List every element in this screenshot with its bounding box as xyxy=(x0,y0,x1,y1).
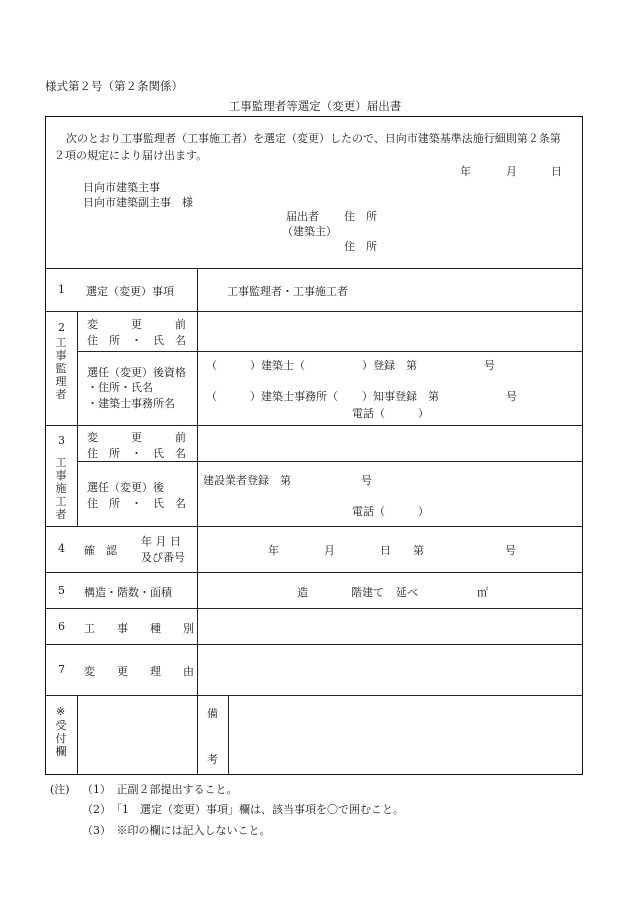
office-license-field: （ ）建築士事務所（ xyxy=(206,390,338,403)
divider xyxy=(46,526,582,527)
contractor-registration-field: 建設業者登録 第 xyxy=(203,474,291,487)
structure-unit: ㎡ xyxy=(477,586,488,599)
row-number: 6 xyxy=(58,620,65,633)
notes-prefix: (注) xyxy=(50,783,70,796)
note-3: （3） ※印の欄には記入しないこと。 xyxy=(82,824,271,837)
remarks-label-2: 考 xyxy=(207,753,218,766)
office-registration-field: ）知事登録 第 xyxy=(362,390,439,403)
architect-license-field: （ ）建築士（ xyxy=(206,359,305,372)
divider xyxy=(46,644,582,645)
intro-line-2: ２項の規定により届け出ます。 xyxy=(54,149,208,162)
structure-floors: 階建て xyxy=(351,586,384,599)
confirmation-label: 確 認 xyxy=(84,544,117,557)
structure-label: 構造・階数・面積 xyxy=(84,586,172,599)
column-divider xyxy=(77,425,78,526)
divider xyxy=(46,425,582,426)
addressee-deputy: 日向市建築副主事 様 xyxy=(83,196,193,209)
divider xyxy=(46,572,582,573)
row-number: 5 xyxy=(58,584,65,597)
divider xyxy=(46,695,582,696)
before-label-line1: 変 更 前 xyxy=(87,318,186,331)
reception-vertical-label: 受 付 欄 xyxy=(55,719,67,758)
applicant-name-label: 住 所 xyxy=(344,240,377,253)
remarks-label-1: 備 xyxy=(207,707,218,720)
divider xyxy=(46,268,582,269)
confirmation-dai: 第 xyxy=(413,544,424,557)
confirmation-sublabel-1: 年 月 日 xyxy=(141,535,181,548)
architect-number-suffix: 号 xyxy=(484,359,495,372)
column-divider xyxy=(228,695,229,775)
document-title: 工事監理者等選定（変更）届出書 xyxy=(228,99,402,113)
change-items-value: 工事監理者・工事施工者 xyxy=(227,285,348,298)
change-reason-label: 変 更 理 由 xyxy=(84,665,194,678)
addressee-chief: 日向市建築主事 xyxy=(83,181,160,194)
confirmation-go: 号 xyxy=(505,544,516,557)
confirmation-sublabel-2: 及び番号 xyxy=(141,551,185,564)
reception-mark: ※ xyxy=(56,705,66,718)
row-number: 1 xyxy=(58,283,65,296)
column-divider xyxy=(77,311,78,425)
supervisor-phone: 電話（ ） xyxy=(352,407,429,420)
contractor-number-suffix: 号 xyxy=(361,474,372,487)
confirmation-month: 月 xyxy=(324,544,335,557)
applicant-label: 届出者 xyxy=(286,210,319,223)
row-number: 7 xyxy=(58,663,65,676)
applicant-sub-label: （建築主） xyxy=(282,225,337,238)
divider xyxy=(77,351,582,352)
contractor-vertical-label: 工 事 施 工 者 xyxy=(55,456,67,521)
structure-zo: 造 xyxy=(297,586,308,599)
before-label-line1: 変 更 前 xyxy=(87,431,186,444)
before-label-line2: 住 所 ・ 氏 名 xyxy=(87,447,186,460)
after-label-line2: ・住所・氏名 xyxy=(87,381,153,394)
change-items-label: 選定（変更）事項 xyxy=(86,285,174,298)
row-number: 4 xyxy=(58,542,65,555)
date-month-label: 月 xyxy=(506,165,517,178)
divider xyxy=(77,461,582,462)
after-label-line3: ・建築士事務所名 xyxy=(87,397,175,410)
before-label-line2: 住 所 ・ 氏 名 xyxy=(87,334,186,347)
divider xyxy=(46,311,582,312)
row-number: 2 xyxy=(58,321,65,334)
row-number: 3 xyxy=(58,434,65,447)
column-divider xyxy=(77,695,78,775)
office-number-suffix: 号 xyxy=(506,390,517,403)
note-2: （2） 「1 選定（変更）事項」欄は、該当事項を〇で囲むこと。 xyxy=(82,803,404,816)
contractor-phone: 電話（ ） xyxy=(352,505,429,518)
structure-floor-area: 延べ xyxy=(396,586,418,599)
after-label-line1: 選任（変更）後資格 xyxy=(87,366,186,379)
column-divider xyxy=(197,268,198,775)
form-number-label: 様式第２号（第２条関係） xyxy=(45,79,183,93)
after-label-line2: 住 所 ・ 氏 名 xyxy=(87,497,186,510)
confirmation-year: 年 xyxy=(268,544,279,557)
after-label-line1: 選任（変更）後 xyxy=(87,481,164,494)
architect-registration-field: ）登録 第 xyxy=(362,359,417,372)
supervisor-vertical-label: 工 事 監 理 者 xyxy=(55,336,67,401)
note-1: （1） 正副２部提出すること。 xyxy=(82,783,238,796)
form-table xyxy=(45,116,583,775)
date-day-label: 日 xyxy=(551,165,562,178)
intro-line-1: 次のとおり工事監理者（工事施工者）を選定（変更）したので、日向市建築基準法施行細則第２条第 xyxy=(66,132,561,145)
work-type-label: 工 事 種 別 xyxy=(84,622,194,635)
divider xyxy=(46,608,582,609)
date-year-label: 年 xyxy=(460,165,471,178)
confirmation-day: 日 xyxy=(380,544,391,557)
applicant-address-label: 住 所 xyxy=(344,210,377,223)
